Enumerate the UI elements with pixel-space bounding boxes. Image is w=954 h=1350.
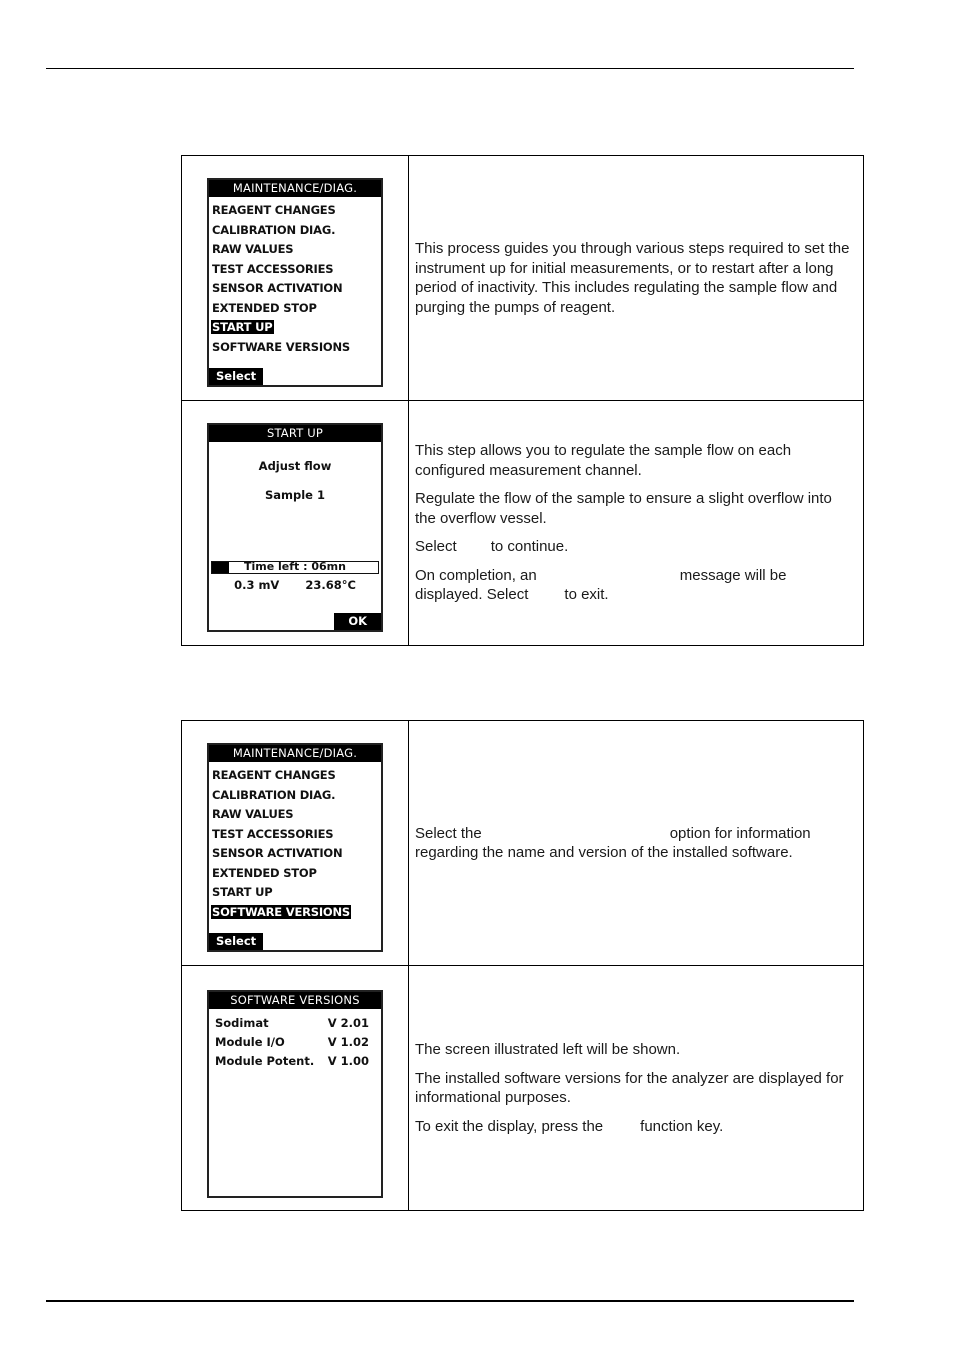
select-softkey[interactable]: Select	[209, 368, 263, 385]
table-row	[182, 966, 864, 1211]
paragraph: Select the option for information regarding the name and version of the installed software.	[415, 824, 811, 861]
measurement-readout	[209, 578, 381, 592]
menu-item-sensor-activation[interactable]: SENSOR ACTIVATION	[212, 846, 343, 860]
time-progress-bar	[211, 561, 379, 574]
paragraph: On completion, an message will be displayed. Select to exit.	[415, 566, 787, 604]
screen-title: SOFTWARE VERSIONS	[209, 992, 381, 1009]
software-screen-description	[409, 966, 864, 1211]
paragraph: The screen illustrated left will be shown.	[415, 1041, 681, 1058]
menu-list	[209, 201, 381, 357]
time-left-label: Time left : 06mn	[244, 560, 346, 573]
maintenance-menu-screen	[207, 178, 383, 387]
paragraph: This step allows you to regulate the sample flow on each configured measurement channel.	[415, 442, 792, 479]
menu-item-test-accessories[interactable]: TEST ACCESSORIES	[212, 826, 334, 841]
screen-title: START UP	[209, 425, 381, 442]
version-row: Sodimat V 2.01	[215, 1016, 369, 1030]
paragraph: Regulate the flow of the sample to ensure a slight overflow into the overflow vessel.	[415, 490, 832, 527]
menu-screen-cell	[182, 156, 409, 401]
paragraph: Select to continue.	[415, 538, 569, 556]
menu-item-software-versions[interactable]: SOFTWARE VERSIONS	[212, 339, 350, 354]
version-row: Module I/O V 1.02	[215, 1035, 369, 1049]
screen-title: MAINTENANCE/DIAG.	[209, 180, 381, 197]
start-up-table	[181, 155, 864, 646]
voltage-value: 0.3 mV	[234, 578, 280, 592]
version-list	[215, 1014, 369, 1071]
menu-item-sensor-activation[interactable]: SENSOR ACTIVATION	[212, 281, 343, 295]
menu-item-raw-values[interactable]: RAW VALUES	[212, 242, 294, 256]
menu-screen-cell	[182, 721, 409, 966]
start-up-screen	[207, 423, 383, 632]
menu-item-reagent-changes[interactable]: REAGENT CHANGES	[212, 768, 336, 782]
menu-item-reagent-changes[interactable]: REAGENT CHANGES	[212, 203, 336, 217]
menu-item-calibration-diag[interactable]: CALIBRATION DIAG.	[212, 787, 336, 802]
menu-item-start-up[interactable]: START UP	[212, 885, 273, 899]
paragraph: The installed software versions for the analyzer are displayed for informational purposes.	[415, 1069, 844, 1106]
table-row	[182, 721, 864, 966]
screen-title: MAINTENANCE/DIAG.	[209, 745, 381, 762]
menu-item-extended-stop[interactable]: EXTENDED STOP	[212, 865, 317, 880]
software-versions-table	[181, 720, 864, 1211]
menu-item-start-up[interactable]: START UP	[212, 320, 273, 334]
software-screen-cell	[182, 966, 409, 1211]
adjust-flow-label: Adjust flow	[258, 459, 332, 473]
menu-item-test-accessories[interactable]: TEST ACCESSORIES	[212, 261, 334, 276]
menu-item-extended-stop[interactable]: EXTENDED STOP	[212, 300, 317, 315]
header-rule	[46, 68, 854, 69]
maintenance-menu-screen	[207, 743, 383, 952]
paragraph: This process guides you through various steps required to set the instrument up for initial measurements, or to restart after a long period of inactivity. This includes regulating the sample flow and purging the pumps of reagent.	[415, 240, 850, 316]
select-softkey[interactable]: Select	[209, 933, 263, 950]
software-versions-description	[409, 721, 864, 966]
sample-label: Sample 1	[264, 488, 325, 502]
menu-item-raw-values[interactable]: RAW VALUES	[212, 807, 294, 821]
start-up-description	[409, 156, 864, 401]
temperature-value: 23.68°C	[305, 578, 356, 592]
start-up-screen-cell	[182, 401, 409, 646]
software-versions-screen	[207, 990, 383, 1198]
table-row	[182, 401, 864, 646]
ok-softkey[interactable]: OK	[334, 613, 381, 630]
table-row	[182, 156, 864, 401]
footer-rule	[46, 1300, 854, 1302]
adjust-flow-description	[409, 401, 864, 646]
version-row: Module Potent. V 1.00	[215, 1054, 369, 1068]
menu-list	[209, 766, 381, 922]
menu-item-calibration-diag[interactable]: CALIBRATION DIAG.	[212, 222, 336, 237]
menu-item-software-versions[interactable]: SOFTWARE VERSIONS	[212, 904, 350, 919]
paragraph: To exit the display, press the function key.	[415, 1117, 724, 1135]
